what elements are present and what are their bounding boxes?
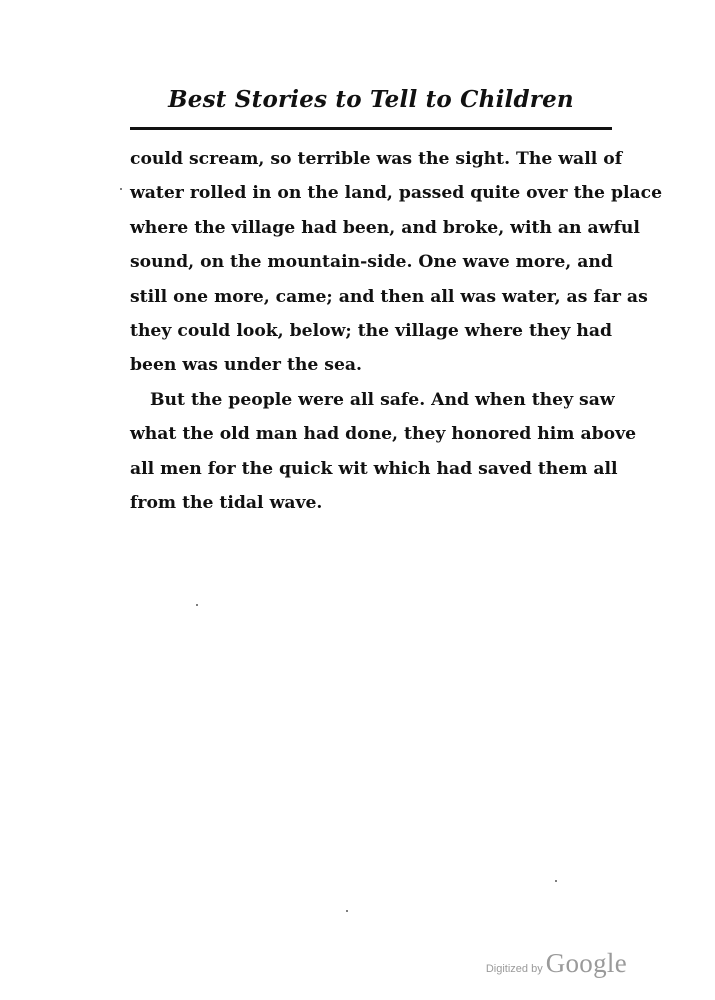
scan-speck: [346, 910, 348, 912]
paragraph: [130, 383, 637, 521]
paragraph: [130, 142, 663, 383]
google-logo: Google: [545, 948, 627, 978]
body-text: [130, 142, 663, 520]
digitized-label: Digitized by: [485, 963, 543, 975]
text-line: water rolled in on the land, passed quite over the place: [130, 183, 663, 204]
text-line: sound, on the mountain-side. One wave more, and: [130, 252, 613, 273]
header-rule: [130, 127, 612, 130]
scan-speck: [120, 188, 122, 190]
text-line: all men for the quick wit which had saved them all: [130, 458, 618, 479]
text-line: they could look, below; the village where they had: [130, 320, 612, 341]
text-line: where the village had been, and broke, with an awful: [130, 217, 640, 238]
text-line: still one more, came; and then all was water, as far as: [130, 286, 648, 307]
scan-speck: [196, 604, 198, 606]
text-line: what the old man had done, they honored him above: [130, 424, 637, 445]
text-line: could scream, so terrible was the sight. The wall of: [130, 149, 623, 169]
text-line: been was under the sea.: [130, 355, 363, 376]
digitized-watermark: [486, 948, 627, 979]
scan-speck: [555, 880, 557, 882]
running-title: Best Stories to Tell to Children: [168, 86, 574, 113]
text-line: But the people were all safe. And when they saw: [150, 389, 615, 410]
text-line: from the tidal wave.: [130, 492, 323, 513]
